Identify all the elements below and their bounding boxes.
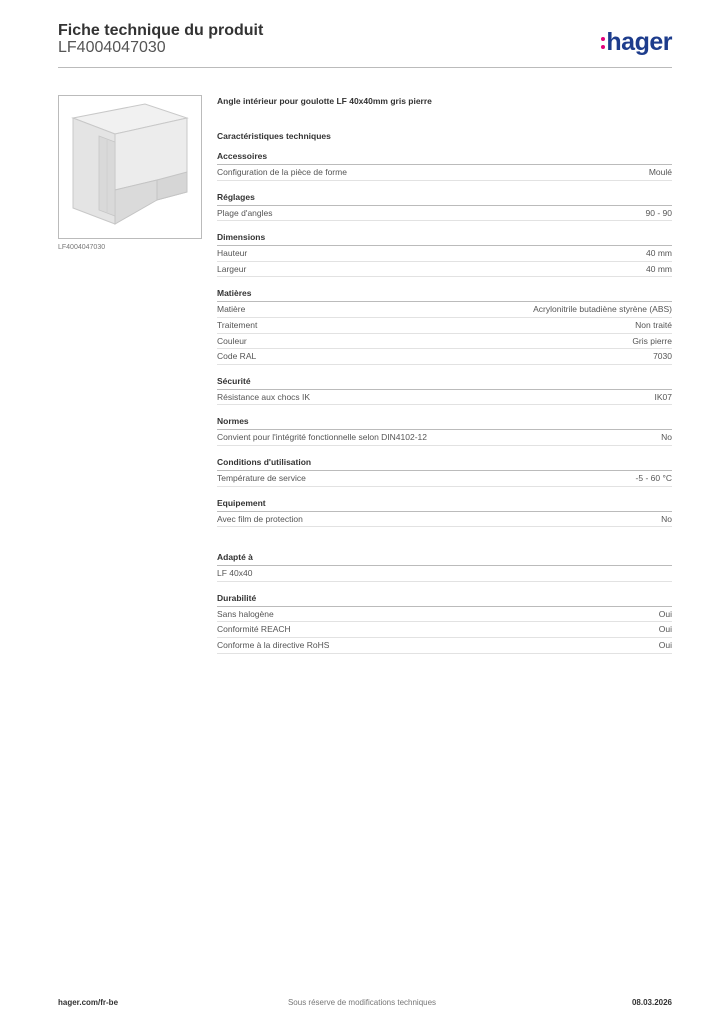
spec-section <box>217 552 672 582</box>
spec-value: Oui <box>658 639 672 650</box>
section-title: Equipement <box>217 498 672 512</box>
section-title: Dimensions <box>217 232 672 246</box>
footer-website: hager.com/fr-be <box>58 998 119 1007</box>
spec-value: Gris pierre <box>632 335 672 346</box>
spec-label: LF 40x40 <box>217 568 253 579</box>
spec-row <box>217 334 672 350</box>
spec-row <box>217 622 672 638</box>
spec-label: Traitement <box>217 319 258 330</box>
spec-row <box>217 165 672 181</box>
spec-value: Acrylonitrile butadiène styrène (ABS) <box>533 304 672 315</box>
product-reference: LF4004047030 <box>58 39 166 56</box>
spec-heading: Caractéristiques techniques <box>217 131 331 141</box>
spec-label: Avec film de protection <box>217 513 303 524</box>
spec-value: 7030 <box>653 351 672 362</box>
footer-date: 08.03.2026 <box>631 998 672 1007</box>
spec-section <box>217 232 672 277</box>
spec-label: Plage d'angles <box>217 207 273 218</box>
spec-value: Oui <box>658 608 672 619</box>
spec-label: Couleur <box>217 335 247 346</box>
header-divider <box>58 67 672 68</box>
brand-name: hager <box>606 28 672 56</box>
image-caption: LF4004047030 <box>58 244 106 251</box>
spec-section <box>217 593 672 654</box>
spec-section <box>217 192 672 222</box>
spec-label: Matière <box>217 304 246 315</box>
hager-logo <box>601 28 672 57</box>
spec-label: Conformité REACH <box>217 624 291 635</box>
spec-row <box>217 638 672 654</box>
spec-value: No <box>661 432 672 443</box>
spec-section <box>217 416 672 446</box>
spec-label: Hauteur <box>217 248 248 259</box>
spec-sheet <box>217 96 672 654</box>
spec-row <box>217 471 672 487</box>
spec-row <box>217 262 672 278</box>
spec-value: Moulé <box>648 167 672 177</box>
spec-value: 90 - 90 <box>645 207 672 218</box>
spec-section <box>217 457 672 487</box>
spec-value: Oui <box>658 624 672 635</box>
spec-value: 40 mm <box>646 263 672 274</box>
section-title: Accessoires <box>217 151 672 165</box>
spec-row <box>217 349 672 365</box>
spec-row <box>217 430 672 446</box>
product-image <box>58 95 202 239</box>
cable-trunking-inner-angle-icon <box>59 96 201 238</box>
logo-dots-icon <box>601 35 605 51</box>
spec-value: 40 mm <box>646 248 672 259</box>
spec-section <box>217 376 672 406</box>
footer-notice: Sous réserve de modifications techniques <box>287 998 437 1007</box>
spec-value: No <box>661 513 672 524</box>
spec-row <box>217 206 672 222</box>
spec-value: Non traité <box>635 319 672 330</box>
spec-label: Résistance aux chocs IK <box>217 391 311 402</box>
section-title: Durabilité <box>217 593 672 607</box>
spec-section <box>217 288 672 364</box>
spec-label: Température de service <box>217 472 306 483</box>
spec-section <box>217 498 672 528</box>
section-title: Réglages <box>217 192 672 206</box>
section-title: Adapté à <box>217 552 672 566</box>
spec-row <box>217 566 672 582</box>
section-title: Normes <box>217 416 672 430</box>
section-title: Sécurité <box>217 376 672 390</box>
spec-label: Sans halogène <box>217 608 274 619</box>
section-title: Conditions d'utilisation <box>217 457 672 471</box>
spec-row <box>217 512 672 528</box>
spec-row <box>217 302 672 318</box>
spec-value: -5 - 60 °C <box>635 472 672 483</box>
spec-value: IK07 <box>654 391 672 402</box>
spec-label: Conforme à la directive RoHS <box>217 639 330 650</box>
spec-row <box>217 607 672 623</box>
section-title: Matières <box>217 288 672 302</box>
spec-label: Largeur <box>217 263 247 274</box>
spec-label: Code RAL <box>217 351 257 362</box>
spec-row <box>217 390 672 406</box>
spec-label: Configuration de la pièce de forme <box>217 167 347 177</box>
spec-section <box>217 151 672 181</box>
spec-row <box>217 246 672 262</box>
spec-sections <box>217 151 672 654</box>
spec-row <box>217 318 672 334</box>
spec-label: Convient pour l'intégrité fonctionnelle selon DIN4102-12 <box>217 432 428 443</box>
page-title: Fiche technique du produit <box>58 22 264 39</box>
product-name: Angle intérieur pour goulotte LF 40x40mm gris pierre <box>217 96 432 106</box>
